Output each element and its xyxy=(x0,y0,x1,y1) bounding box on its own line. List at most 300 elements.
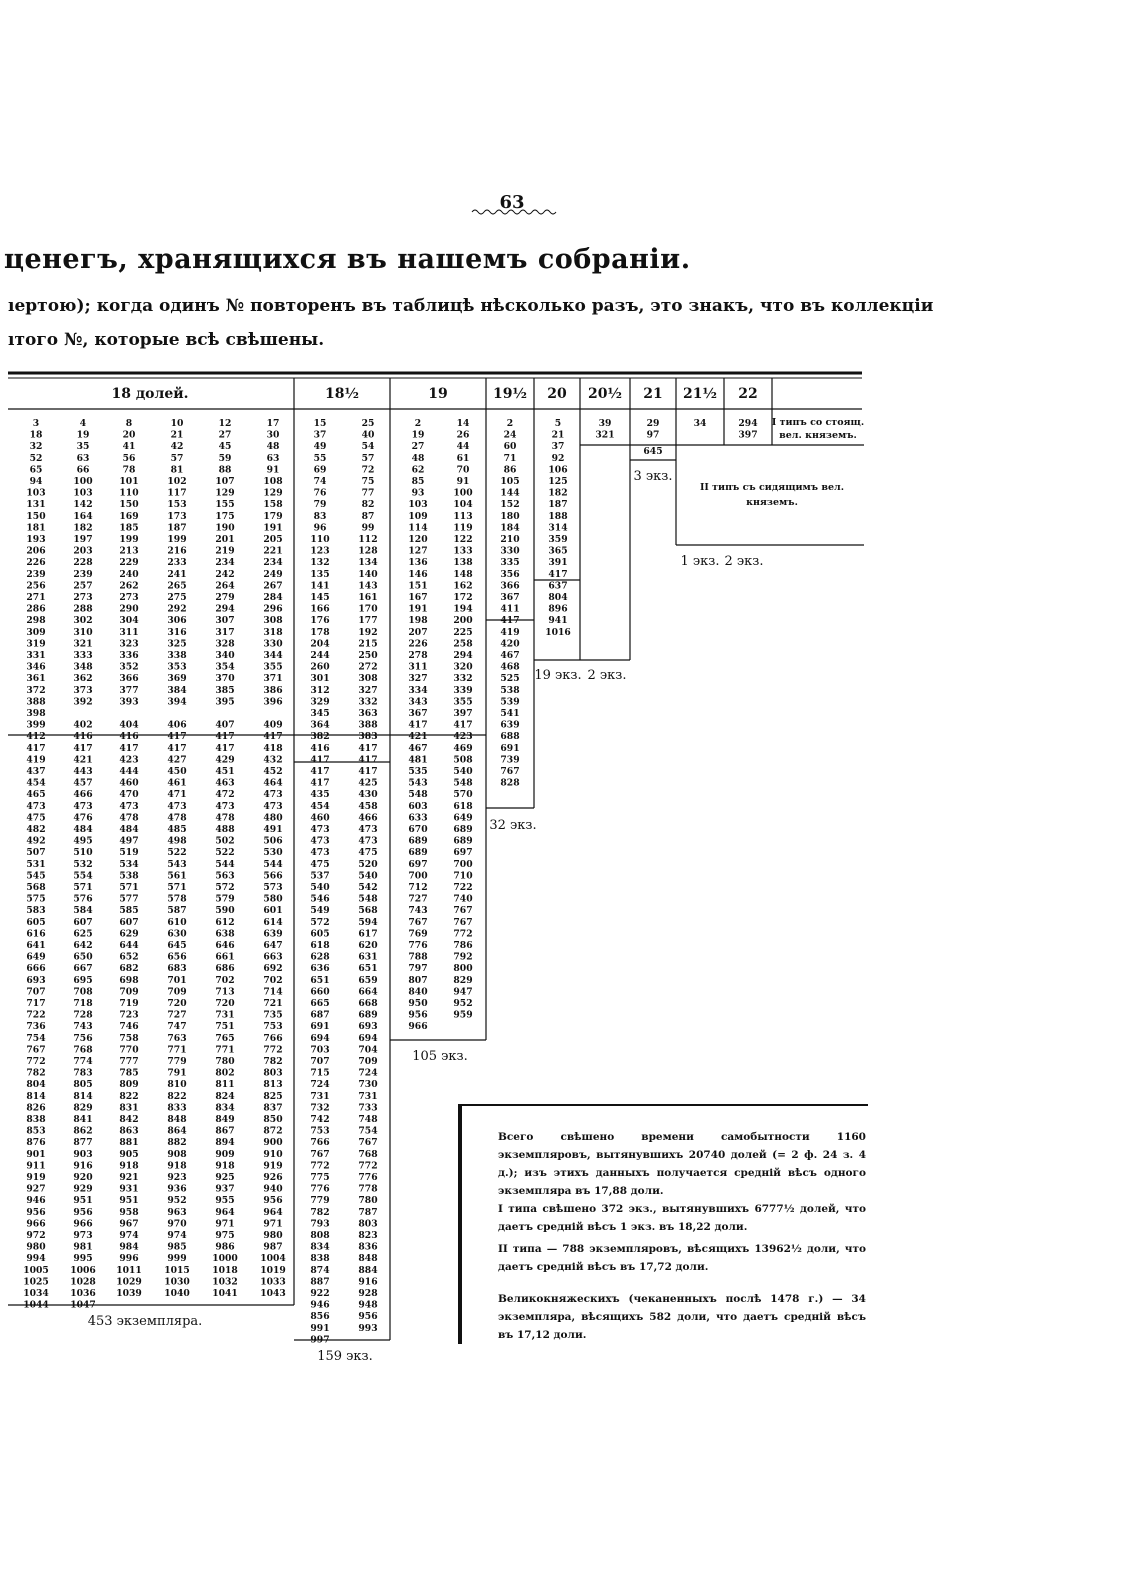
cell-18-5-r70-c1: 823 xyxy=(358,1230,378,1241)
cell-18-r21-c1: 348 xyxy=(73,661,93,673)
cell-18-r20-c0: 331 xyxy=(26,650,46,661)
cell-18-r2-c2: 41 xyxy=(122,441,136,453)
cell-18-r36-c2: 497 xyxy=(119,835,139,847)
cell-18-5-r29-c1: 417 xyxy=(358,754,378,766)
cell-18-r58-c5: 825 xyxy=(263,1090,283,1102)
cell-18-r9-c3: 187 xyxy=(167,522,187,534)
cell-18-r16-c1: 288 xyxy=(73,603,93,615)
cell-19-5-r7: 152 xyxy=(500,499,520,511)
cell-18-5-r29-c0: 417 xyxy=(310,754,330,766)
cell-18-r46-c0: 649 xyxy=(26,951,46,963)
cell-18-r38-c4: 544 xyxy=(215,858,235,870)
cell-18-5-r65-c0: 775 xyxy=(310,1172,330,1183)
cell-18-r20-c1: 333 xyxy=(73,650,93,661)
cell-18-5-r21-c0: 260 xyxy=(310,661,330,673)
cell-18-r8-c1: 164 xyxy=(73,510,93,522)
cell-18-5-r38-c0: 475 xyxy=(310,858,330,870)
cell-19-r17-c0: 198 xyxy=(408,615,428,627)
cell-18-r75-c3: 1040 xyxy=(164,1288,190,1299)
cell-19-r12-c0: 136 xyxy=(408,557,428,569)
cell-18-r22-c2: 366 xyxy=(119,673,139,685)
cell-18-5-r28-c0: 416 xyxy=(310,742,330,754)
cell-18-r31-c3: 461 xyxy=(167,777,187,789)
cell-19-r42-c0: 743 xyxy=(408,905,428,917)
cell-18-r36-c4: 502 xyxy=(215,835,235,847)
cell-20-r18: 1016 xyxy=(545,626,571,638)
cell-18-r74-c1: 1028 xyxy=(70,1276,96,1288)
cell-18-r5-c1: 100 xyxy=(73,476,93,487)
cell-18-5-r6-c1: 77 xyxy=(361,487,375,499)
cell-19-5-r6: 144 xyxy=(500,487,520,499)
cell-18-r12-c3: 233 xyxy=(167,557,187,569)
cell-18-r70-c3: 974 xyxy=(167,1230,187,1241)
cell-18-r59-c4: 834 xyxy=(215,1102,235,1114)
cell-18-r41-c4: 579 xyxy=(215,893,235,905)
cell-18-r38-c2: 534 xyxy=(119,858,139,870)
cell-20-r13: 417 xyxy=(548,568,568,580)
cell-18-r39-c1: 554 xyxy=(73,870,93,882)
cell-18-5-r11-c0: 123 xyxy=(310,545,330,557)
cell-18-r47-c0: 666 xyxy=(26,963,46,975)
cell-18-r29-c5: 432 xyxy=(263,754,283,766)
cell-18-r22-c5: 371 xyxy=(263,673,283,685)
cell-18-r57-c3: 810 xyxy=(167,1079,187,1091)
cell-18-r46-c5: 663 xyxy=(263,951,283,963)
cell-18-r13-c0: 239 xyxy=(26,568,46,580)
cell-18-r73-c4: 1018 xyxy=(212,1264,238,1276)
cell-18-r56-c1: 783 xyxy=(73,1067,93,1079)
cell-18-r38-c5: 544 xyxy=(263,858,283,870)
cell-19-r41-c0: 727 xyxy=(408,893,428,905)
cell-18-5-r48-c1: 659 xyxy=(358,974,378,986)
cell-18-r57-c4: 811 xyxy=(215,1079,235,1091)
cell-18-r73-c3: 1015 xyxy=(164,1264,190,1276)
cell-18-5-r70-c0: 808 xyxy=(310,1230,330,1241)
cell-18-r65-c0: 919 xyxy=(26,1172,46,1183)
cell-18-r53-c4: 765 xyxy=(215,1032,235,1044)
cell-18-r9-c2: 185 xyxy=(119,522,139,534)
cell-18-r58-c2: 822 xyxy=(119,1090,139,1102)
cell-18-r33-c4: 473 xyxy=(215,800,235,812)
cell-18-5-r15-c0: 145 xyxy=(310,592,330,603)
cell-19-r4-c1: 70 xyxy=(456,464,470,476)
cell-18-r19-c5: 330 xyxy=(263,638,283,650)
cell-19-5-r18: 419 xyxy=(500,626,520,638)
cell-18-r26-c1: 402 xyxy=(73,719,93,731)
cell-18-r13-c2: 240 xyxy=(119,568,139,580)
cell-19-r44-c1: 772 xyxy=(453,928,473,940)
cell-20-r9: 314 xyxy=(548,522,568,534)
cell-18-r40-c3: 571 xyxy=(167,882,187,893)
cell-18-r72-c0: 994 xyxy=(26,1253,46,1265)
cell-18-r51-c1: 728 xyxy=(73,1009,93,1021)
cell-22-r1: 397 xyxy=(738,429,758,441)
cell-18-r68-c0: 956 xyxy=(26,1206,46,1218)
cell-18-r65-c4: 925 xyxy=(215,1172,235,1183)
cell-19-r12-c1: 138 xyxy=(453,557,473,569)
cell-19-r38-c1: 700 xyxy=(453,858,473,870)
header-22: 22 xyxy=(738,386,758,402)
cell-18-r13-c5: 249 xyxy=(263,568,283,580)
cell-18-5-r61-c1: 754 xyxy=(358,1125,378,1137)
cell-18-r74-c2: 1029 xyxy=(116,1276,142,1288)
cell-18-r29-c3: 427 xyxy=(167,754,187,766)
cell-18-r56-c0: 782 xyxy=(26,1067,46,1079)
cell-18-5-r59-c0: 732 xyxy=(310,1102,330,1114)
cell-19-r2-c0: 27 xyxy=(411,441,425,453)
cell-19-r50-c0: 950 xyxy=(408,998,428,1009)
cell-18-5-r28-c1: 417 xyxy=(358,742,378,754)
cell-18-r33-c1: 473 xyxy=(73,800,93,812)
cell-18-5-r22-c1: 308 xyxy=(358,673,378,685)
cell-20-r15: 804 xyxy=(548,592,568,603)
cell-18-5-r39-c0: 537 xyxy=(310,870,330,882)
cell-18-r36-c0: 492 xyxy=(26,835,46,847)
cell-19-r47-c1: 800 xyxy=(453,963,473,975)
cell-18-r12-c2: 229 xyxy=(119,557,139,569)
cell-18-5-r14-c0: 141 xyxy=(310,580,330,592)
cell-18-r0-c1: 4 xyxy=(79,418,87,429)
cell-20-r6: 182 xyxy=(548,487,568,499)
count-19-5: 32 экз. xyxy=(489,818,537,833)
cell-18-5-r41-c1: 548 xyxy=(358,893,378,905)
cell-19-r6-c1: 100 xyxy=(453,487,473,499)
cell-20-5-r1: 321 xyxy=(595,429,615,441)
cell-18-5-r25-c0: 345 xyxy=(310,708,330,719)
cell-18-r42-c1: 584 xyxy=(73,905,93,917)
cell-18-r27-c2: 416 xyxy=(119,731,139,743)
cell-18-5-r78-c1: 993 xyxy=(358,1322,378,1334)
type-2-note-line-1: II типъ съ сидящимъ вел. xyxy=(699,482,845,493)
cell-18-r18-c2: 311 xyxy=(119,626,139,638)
cell-18-r75-c5: 1043 xyxy=(260,1288,286,1299)
cell-18-r50-c2: 719 xyxy=(119,998,139,1009)
cell-19-r44-c0: 769 xyxy=(408,928,428,940)
cell-18-r34-c2: 478 xyxy=(119,812,139,824)
cell-18-r67-c4: 955 xyxy=(215,1195,235,1207)
cell-18-r73-c1: 1006 xyxy=(70,1264,96,1276)
cell-18-5-r51-c0: 687 xyxy=(310,1009,330,1021)
cell-18-5-r9-c0: 96 xyxy=(313,522,327,534)
cell-18-5-r37-c0: 473 xyxy=(310,847,330,859)
cell-18-r5-c4: 107 xyxy=(215,476,235,487)
cell-18-r14-c2: 262 xyxy=(119,580,139,592)
cell-18-r35-c4: 488 xyxy=(215,824,235,835)
cell-19-5-r15: 367 xyxy=(500,592,520,603)
cell-18-r4-c3: 81 xyxy=(170,464,184,476)
cell-19-r28-c0: 467 xyxy=(408,742,428,754)
cell-18-r46-c4: 661 xyxy=(215,951,235,963)
cell-18-5-r12-c1: 134 xyxy=(358,557,378,569)
cell-18-r50-c4: 720 xyxy=(215,998,235,1009)
cell-18-r12-c0: 226 xyxy=(26,557,46,569)
cell-18-r6-c0: 103 xyxy=(26,487,46,499)
cell-19-r31-c1: 548 xyxy=(453,777,473,789)
cell-18-r10-c1: 197 xyxy=(73,534,93,545)
cell-18-5-r6-c0: 76 xyxy=(313,487,327,499)
cell-18-r72-c3: 999 xyxy=(167,1253,187,1265)
cell-21-5-r0: 34 xyxy=(693,418,707,429)
cell-19-r41-c1: 740 xyxy=(453,893,473,905)
cell-18-r30-c4: 451 xyxy=(215,766,235,777)
cell-18-5-r26-c0: 364 xyxy=(310,719,330,731)
cell-18-r37-c5: 530 xyxy=(263,847,283,859)
cell-18-5-r7-c0: 79 xyxy=(313,499,327,511)
cell-18-r17-c2: 304 xyxy=(119,615,139,627)
cell-18-5-r17-c1: 177 xyxy=(358,615,378,627)
cell-18-5-r53-c0: 694 xyxy=(310,1032,330,1044)
cell-19-r20-c1: 294 xyxy=(453,650,473,661)
cell-18-r60-c0: 838 xyxy=(26,1114,46,1125)
cell-19-5-r10: 210 xyxy=(500,534,520,545)
cell-18-5-r32-c0: 435 xyxy=(310,789,330,801)
cell-18-r55-c2: 777 xyxy=(119,1056,139,1067)
cell-18-r43-c0: 605 xyxy=(26,916,46,928)
cell-18-r69-c0: 966 xyxy=(26,1218,46,1230)
cell-18-r13-c4: 242 xyxy=(215,568,235,580)
cell-18-5-r54-c0: 703 xyxy=(310,1044,330,1056)
cell-18-r59-c1: 829 xyxy=(73,1102,93,1114)
cell-18-r63-c0: 901 xyxy=(26,1148,46,1160)
cell-18-r2-c4: 45 xyxy=(218,441,232,453)
cell-18-r47-c1: 667 xyxy=(73,963,93,975)
cell-18-r63-c1: 903 xyxy=(73,1148,93,1160)
cell-18-r52-c4: 751 xyxy=(215,1021,235,1033)
cell-18-r27-c1: 416 xyxy=(73,731,93,743)
cell-18-r0-c3: 10 xyxy=(170,418,184,429)
cell-18-r61-c5: 872 xyxy=(263,1125,283,1137)
cell-19-r34-c0: 633 xyxy=(408,812,428,824)
cell-18-r68-c5: 964 xyxy=(263,1206,283,1218)
cell-18-r48-c0: 693 xyxy=(26,974,46,986)
cell-20-r17: 941 xyxy=(548,615,568,627)
cell-18-r15-c3: 275 xyxy=(167,592,187,603)
cell-18-5-r47-c0: 636 xyxy=(310,963,330,975)
cell-19-r29-c1: 508 xyxy=(453,754,473,766)
cell-19-5-r21: 468 xyxy=(500,661,520,673)
cell-18-5-r27-c0: 382 xyxy=(310,731,330,743)
cell-18-r57-c0: 804 xyxy=(26,1079,46,1091)
cell-18-r50-c1: 718 xyxy=(73,998,93,1009)
cell-19-r30-c0: 535 xyxy=(408,766,428,777)
cell-19-r49-c0: 840 xyxy=(408,986,428,998)
cell-18-r62-c0: 876 xyxy=(26,1137,46,1149)
cell-18-r58-c3: 822 xyxy=(167,1090,187,1102)
cell-18-r61-c0: 853 xyxy=(26,1125,46,1137)
cell-18-r74-c5: 1033 xyxy=(260,1276,286,1288)
cell-18-5-r37-c1: 475 xyxy=(358,847,378,859)
cell-18-r54-c5: 772 xyxy=(263,1044,283,1056)
cell-18-5-r49-c0: 660 xyxy=(310,986,330,998)
cell-18-r5-c0: 94 xyxy=(29,476,43,487)
cell-18-r63-c5: 910 xyxy=(263,1148,283,1160)
cell-18-r45-c3: 645 xyxy=(167,940,187,951)
cell-18-r11-c2: 213 xyxy=(119,545,139,557)
cell-18-5-r11-c1: 128 xyxy=(358,545,378,557)
cell-18-r8-c3: 173 xyxy=(167,510,187,522)
cell-18-r62-c1: 877 xyxy=(73,1137,93,1149)
cell-18-5-r60-c0: 742 xyxy=(310,1114,330,1125)
cell-18-5-r17-c0: 176 xyxy=(310,615,330,627)
cell-18-r6-c5: 129 xyxy=(263,487,283,499)
cell-18-r37-c1: 510 xyxy=(73,847,93,859)
cell-18-r47-c5: 692 xyxy=(263,963,283,975)
cell-18-r52-c5: 753 xyxy=(263,1021,283,1033)
cell-18-r11-c1: 203 xyxy=(73,545,93,557)
cell-18-5-r64-c1: 772 xyxy=(358,1160,378,1172)
cell-19-r48-c1: 829 xyxy=(453,974,473,986)
cell-18-r51-c5: 735 xyxy=(263,1009,283,1021)
cell-18-r31-c0: 454 xyxy=(26,777,46,789)
cell-18-5-r19-c1: 215 xyxy=(358,638,378,650)
cell-18-r29-c2: 423 xyxy=(119,754,139,766)
cell-18-r20-c2: 336 xyxy=(119,650,139,661)
cell-18-r68-c1: 956 xyxy=(73,1206,93,1218)
cell-18-r54-c2: 770 xyxy=(119,1044,139,1056)
cell-18-r47-c4: 686 xyxy=(215,963,235,975)
cell-18-r2-c3: 42 xyxy=(170,441,184,453)
cell-18-r63-c4: 909 xyxy=(215,1148,235,1160)
cell-18-r44-c2: 629 xyxy=(119,928,139,940)
cell-18-r75-c1: 1036 xyxy=(70,1288,96,1299)
cell-18-r45-c0: 641 xyxy=(26,940,46,951)
cell-18-r15-c1: 273 xyxy=(73,592,93,603)
cell-18-r52-c0: 736 xyxy=(26,1021,46,1033)
cell-18-r3-c5: 63 xyxy=(266,452,280,464)
cell-18-r41-c0: 575 xyxy=(26,893,46,905)
cell-18-r58-c4: 824 xyxy=(215,1090,235,1102)
cell-18-r64-c1: 916 xyxy=(73,1160,93,1172)
cell-18-5-r42-c0: 549 xyxy=(310,905,330,917)
cell-18-r27-c5: 417 xyxy=(263,731,283,743)
cell-18-r6-c1: 103 xyxy=(73,487,93,499)
cell-18-r54-c3: 771 xyxy=(167,1044,187,1056)
cell-19-r50-c1: 952 xyxy=(453,998,473,1009)
cell-18-r29-c0: 419 xyxy=(26,754,46,766)
cell-18-r18-c0: 309 xyxy=(26,626,46,638)
cell-18-5-r4-c0: 69 xyxy=(313,464,327,476)
cell-18-r41-c3: 578 xyxy=(167,893,187,905)
cell-18-r74-c4: 1032 xyxy=(212,1276,238,1288)
cell-18-5-r51-c1: 689 xyxy=(358,1009,378,1021)
cell-18-r25-c0: 398 xyxy=(26,708,46,719)
cell-18-5-r46-c0: 628 xyxy=(310,951,330,963)
cell-18-5-r40-c1: 542 xyxy=(358,882,378,893)
cell-18-r50-c0: 717 xyxy=(26,998,46,1009)
cell-18-r0-c5: 17 xyxy=(266,418,280,429)
cell-18-r60-c1: 841 xyxy=(73,1114,93,1125)
cell-18-r15-c4: 279 xyxy=(215,592,235,603)
cell-18-5-r35-c0: 473 xyxy=(310,824,330,835)
header-19-5: 19½ xyxy=(492,386,528,402)
cell-18-r39-c4: 563 xyxy=(215,870,235,882)
cell-18-r57-c5: 813 xyxy=(263,1079,283,1091)
cell-18-r19-c2: 323 xyxy=(119,638,139,650)
cell-18-r0-c4: 12 xyxy=(218,418,232,429)
cell-18-r7-c4: 155 xyxy=(215,499,235,511)
cell-18-r63-c2: 905 xyxy=(119,1148,139,1160)
cell-18-5-r9-c1: 99 xyxy=(361,522,375,534)
cell-18-r9-c4: 190 xyxy=(215,522,235,534)
cell-19-5-r23: 538 xyxy=(500,684,520,696)
cell-19-5-r28: 691 xyxy=(500,742,520,754)
cell-19-r7-c1: 104 xyxy=(453,499,473,511)
summary-grand-ducal: Великокняжескихъ (чеканенныхъ послѣ 1478 г.) — 34 экземпляра, вѣсящихъ 582 доли, что даетъ средній вѣсъ въ 17,12 доли. xyxy=(498,1293,866,1341)
cell-18-5-r2-c0: 49 xyxy=(313,441,327,453)
cell-18-5-r24-c1: 332 xyxy=(358,696,378,708)
cell-18-r12-c1: 228 xyxy=(73,557,93,569)
cell-18-r41-c1: 576 xyxy=(73,893,93,905)
cell-18-r10-c5: 205 xyxy=(263,534,283,545)
cell-18-r14-c4: 264 xyxy=(215,580,235,592)
cell-18-r22-c0: 361 xyxy=(26,673,46,685)
cell-18-5-r7-c1: 82 xyxy=(361,499,375,511)
cell-18-5-r36-c0: 473 xyxy=(310,835,330,847)
cell-18-5-r71-c0: 834 xyxy=(310,1241,330,1253)
cell-18-r28-c3: 417 xyxy=(167,742,187,754)
cell-19-r27-c0: 421 xyxy=(408,731,428,743)
cell-18-5-r62-c1: 767 xyxy=(358,1137,378,1149)
cell-18-r4-c5: 91 xyxy=(266,464,280,476)
cell-18-r42-c4: 590 xyxy=(215,905,235,917)
cell-19-r9-c1: 119 xyxy=(453,522,473,534)
type-1-note-line-2: вел. княземъ. xyxy=(779,430,857,441)
cell-18-r31-c4: 463 xyxy=(215,777,235,789)
cell-19-5-r19: 420 xyxy=(500,638,520,650)
cell-20-r0: 5 xyxy=(554,418,562,429)
cell-18-r17-c5: 308 xyxy=(263,615,283,627)
cell-18-r4-c2: 78 xyxy=(122,464,136,476)
cell-18-5-r22-c0: 301 xyxy=(310,673,330,685)
cell-21-r2: 645 xyxy=(643,446,663,458)
cell-19-r35-c1: 689 xyxy=(453,824,473,835)
cell-19-5-r9: 184 xyxy=(500,522,520,534)
cell-18-r0-c0: 3 xyxy=(32,418,40,429)
cell-19-r5-c1: 91 xyxy=(456,476,470,487)
type-2-note-line-2: княземъ. xyxy=(746,497,798,508)
cell-18-r43-c1: 607 xyxy=(73,916,93,928)
table-headers xyxy=(111,385,757,402)
cell-18-r62-c2: 881 xyxy=(119,1137,139,1149)
cell-18-r71-c3: 985 xyxy=(167,1241,187,1253)
cell-18-r3-c1: 63 xyxy=(76,452,90,464)
cell-18-5-r8-c1: 87 xyxy=(361,510,375,522)
cell-18-r72-c5: 1004 xyxy=(260,1253,286,1265)
cell-18-r61-c3: 864 xyxy=(167,1125,187,1137)
cell-19-r47-c0: 797 xyxy=(408,963,428,975)
cell-18-r0-c2: 8 xyxy=(125,418,133,429)
cell-18-r34-c1: 476 xyxy=(73,812,93,824)
cell-18-r49-c2: 709 xyxy=(119,986,139,998)
cell-18-r20-c3: 338 xyxy=(167,650,187,661)
cell-18-r5-c5: 108 xyxy=(263,476,283,487)
cell-18-r3-c3: 57 xyxy=(170,452,184,464)
cell-18-r23-c2: 377 xyxy=(119,684,139,696)
cell-18-5-r25-c1: 363 xyxy=(358,708,378,719)
count-19: 105 экз. xyxy=(412,1049,468,1064)
cell-18-5-r68-c0: 782 xyxy=(310,1206,330,1218)
cell-19-r1-c0: 19 xyxy=(411,429,425,441)
cell-18-r67-c1: 951 xyxy=(73,1195,93,1207)
cell-18-r32-c2: 470 xyxy=(119,789,139,801)
cell-19-r14-c1: 162 xyxy=(453,580,473,592)
cell-18-r13-c3: 241 xyxy=(167,568,187,580)
summary-type-1: I типа свѣшено 372 экз., вытянувшихъ 6777½ долей, что даетъ средній вѣсъ 1 экз. въ 18,22 доли. xyxy=(498,1203,866,1233)
cell-18-r30-c2: 444 xyxy=(119,766,139,777)
summary-box xyxy=(458,1104,868,1344)
cell-18-5-r20-c1: 250 xyxy=(358,650,378,661)
cell-18-r32-c4: 472 xyxy=(215,789,235,801)
